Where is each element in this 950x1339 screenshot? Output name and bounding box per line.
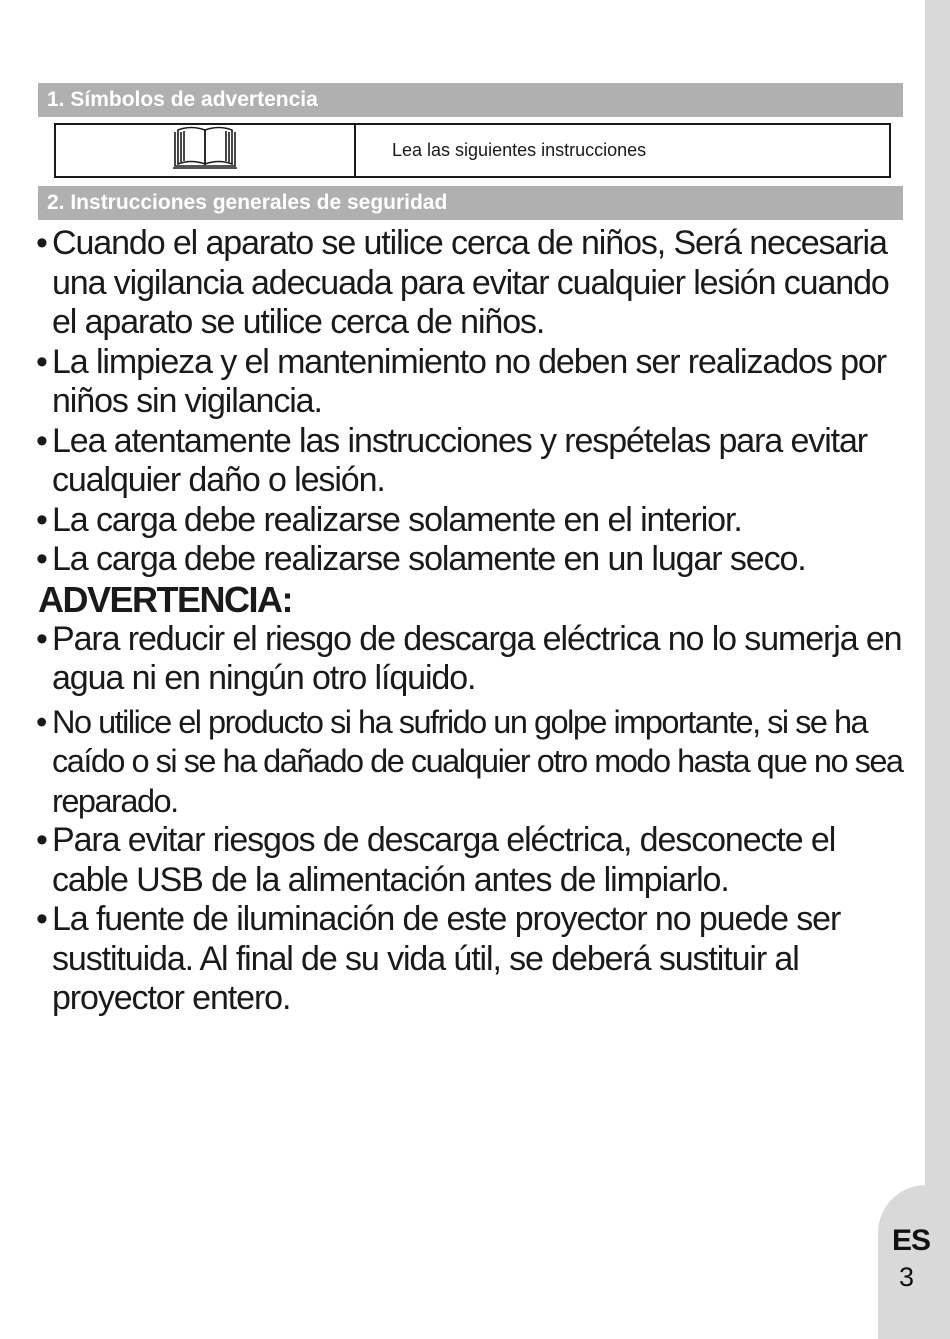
safety-item: • Cuando el aparato se utilice cerca de niños, Será necesaria una vigilancia adecuada para evitar cualquier lesión cuando el aparato se utilice cerca de niños. xyxy=(36,224,889,341)
safety-item: • La carga debe realizarse solamente en un lugar seco. xyxy=(36,540,806,578)
symbol-table xyxy=(54,123,891,178)
language-code: ES xyxy=(892,1224,931,1257)
safety-item: • La limpieza y el mantenimiento no deben ser realizados por niños sin vigilancia. xyxy=(36,342,886,420)
warning-item: • No utilice el producto si ha sufrido un golpe importante, si se ha caído o si se ha dañado de cualquier otro modo hasta que no sea reparado. xyxy=(36,703,903,819)
safety-instructions xyxy=(36,224,916,1019)
warning-item: • Para evitar riesgos de descarga eléctrica, desconecte el cable USB de la alimentación antes de limpiarlo. xyxy=(36,821,836,899)
warning-item: • Para reducir el riesgo de descarga eléctrica no lo sumerja en agua ni en ningún otro líquido. xyxy=(36,619,902,697)
section-heading-safety: 2. Instrucciones generales de seguridad xyxy=(38,186,903,220)
warning-heading: ADVERTENCIA: xyxy=(38,578,293,620)
side-strip xyxy=(925,0,950,1339)
page-number: 3 xyxy=(899,1262,915,1292)
symbol-cell xyxy=(56,125,356,176)
open-book-icon xyxy=(171,124,239,177)
safety-item: • La carga debe realizarse solamente en el interior. xyxy=(36,500,742,539)
section-heading-warning-symbols: 1. Símbolos de advertencia xyxy=(38,83,903,117)
symbol-description: Lea las siguientes instrucciones xyxy=(392,140,647,160)
warning-item: • La fuente de iluminación de este proyector no puede ser sustituida. Al final de su vida útil, se deberá sustituir al proyector entero. xyxy=(36,900,841,1017)
safety-item: • Lea atentamente las instrucciones y respételas para evitar cualquier daño o lesión. xyxy=(36,421,868,499)
